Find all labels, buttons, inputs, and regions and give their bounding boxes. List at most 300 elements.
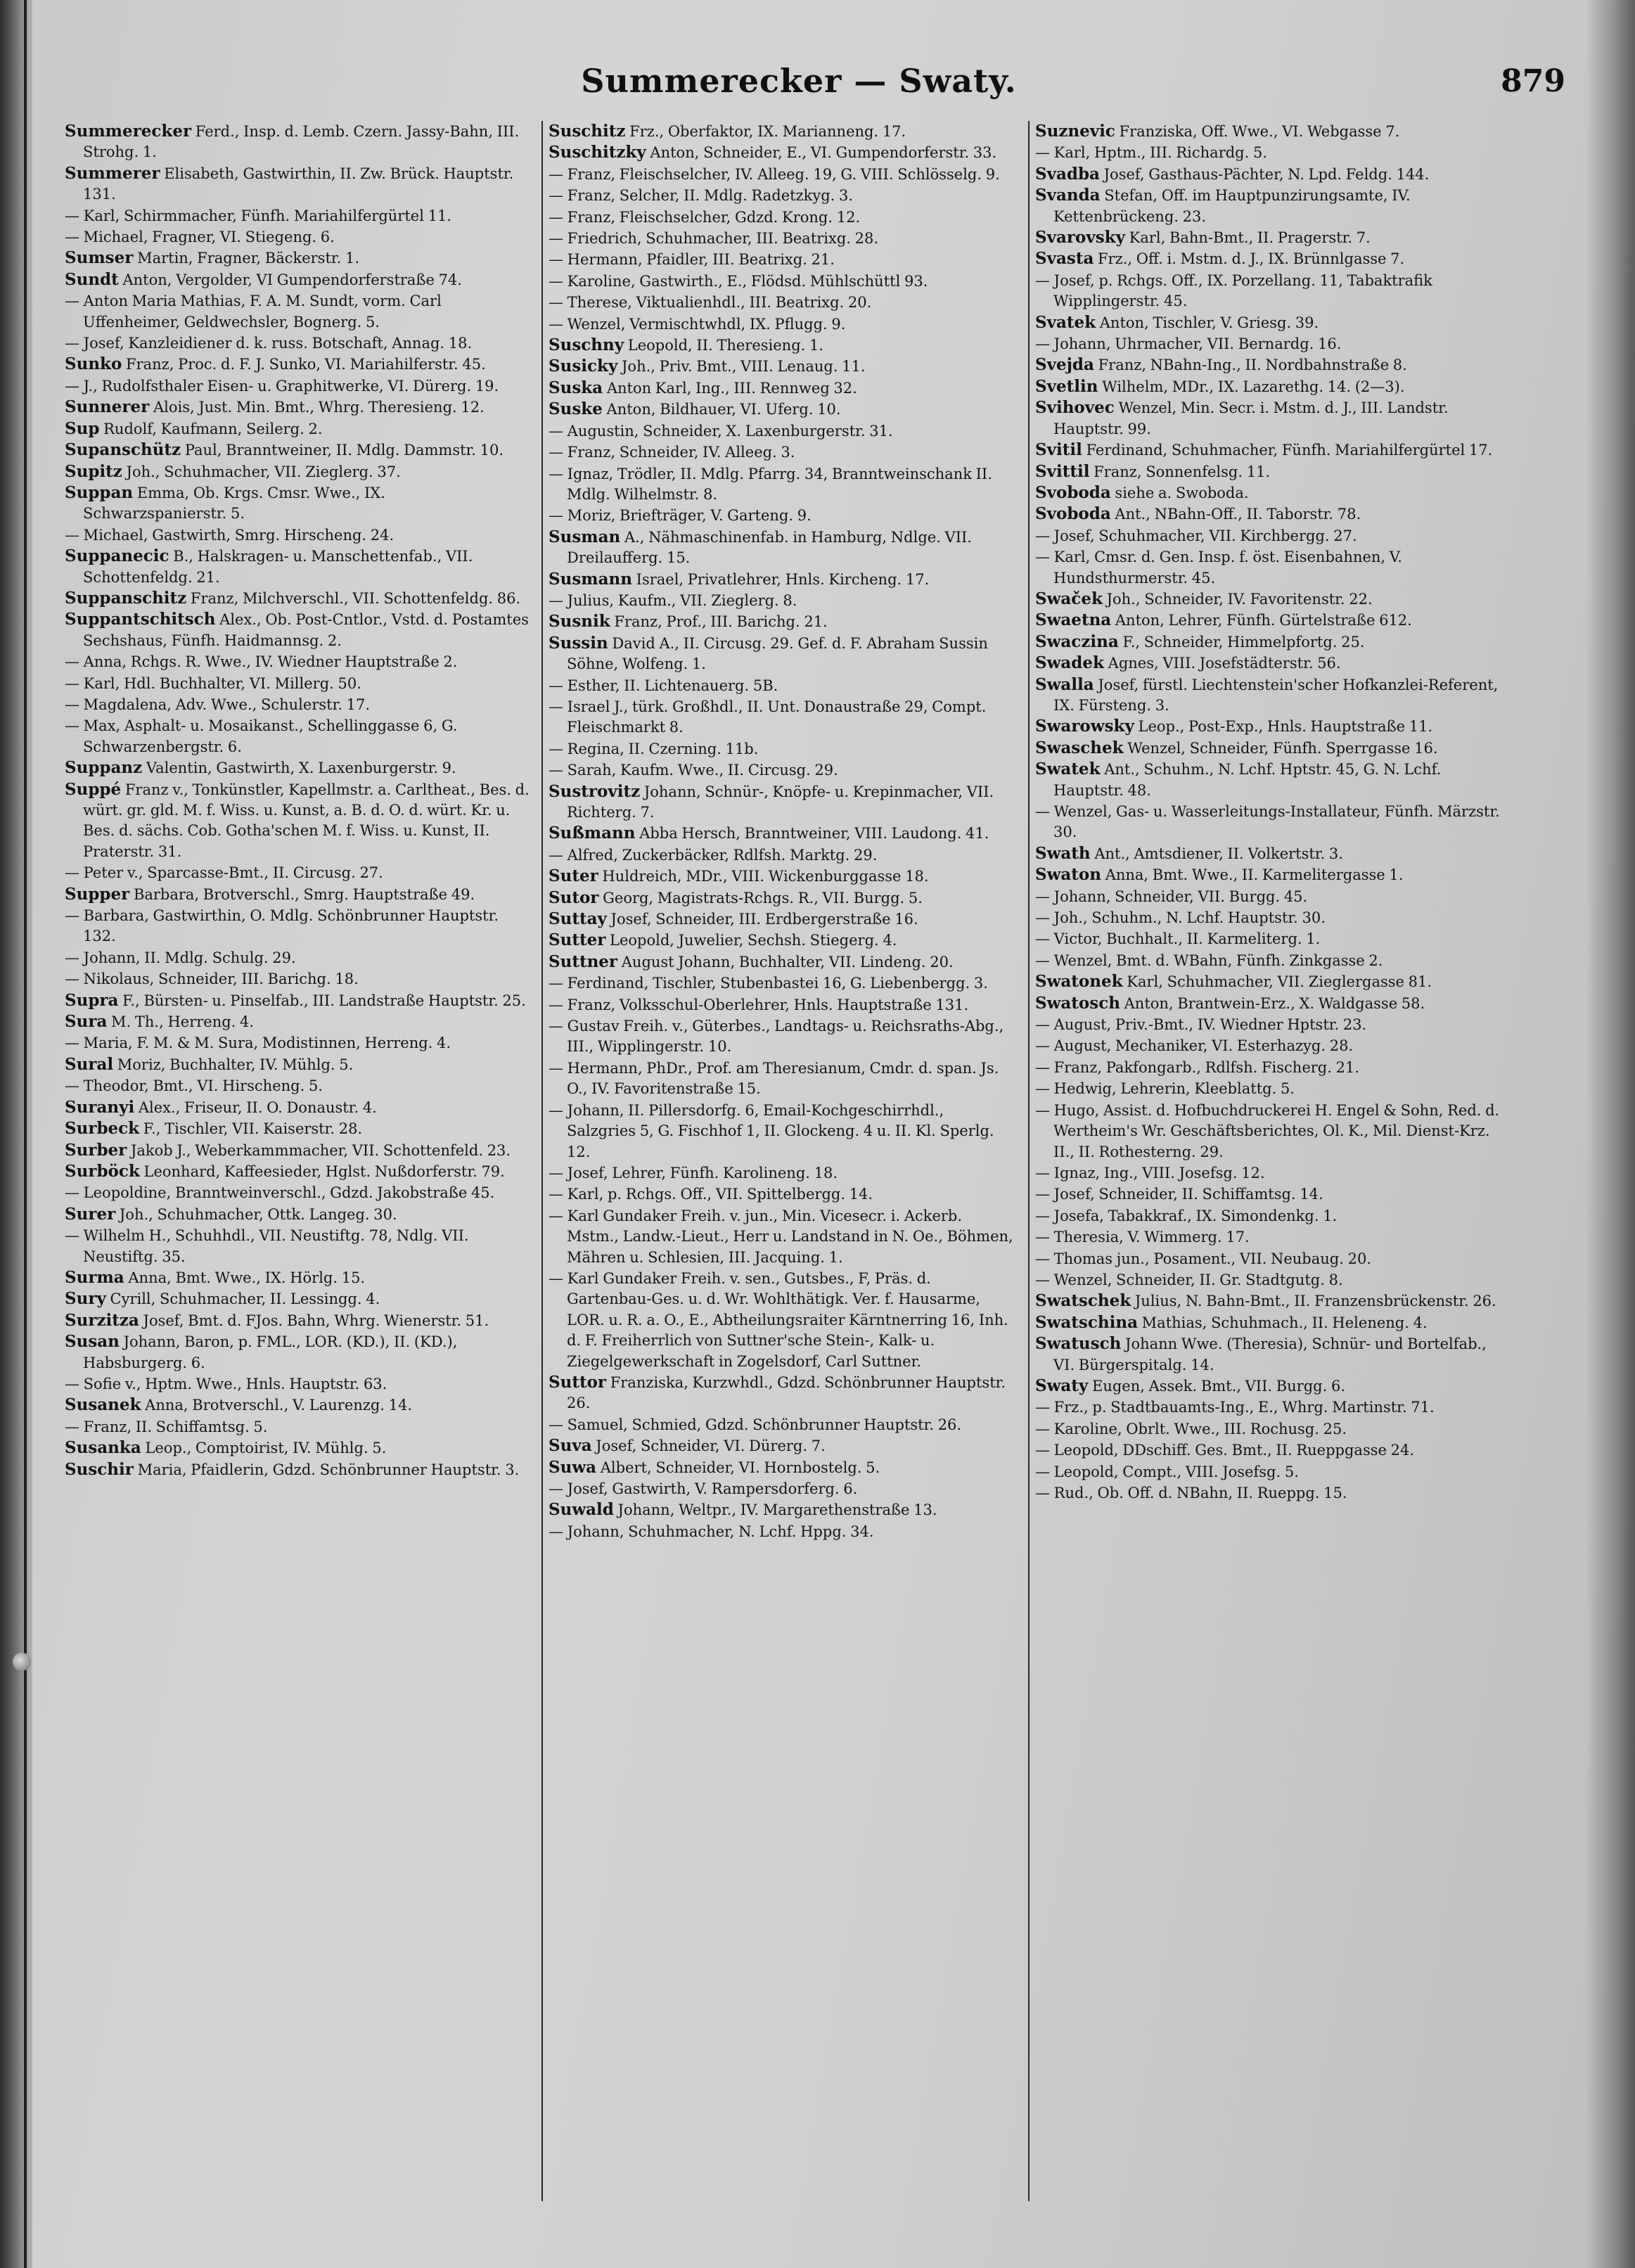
directory-entry (549, 930, 1015, 951)
entry-surname: Sunnerer (65, 397, 150, 417)
entry-details: Josef, Schneider, III. Erdbergerstraße 16. (610, 911, 918, 928)
entry-details: — Victor, Buchhalt., II. Karmeliterg. 1. (1035, 930, 1321, 948)
entry-surname: Swaton (1035, 865, 1101, 885)
entry-surname: Surbeck (65, 1119, 140, 1139)
entry-details: Ant., NBahn-Off., II. Taborstr. 78. (1115, 506, 1361, 523)
entry-details: — Theresia, V. Wimmerg. 17. (1035, 1229, 1250, 1246)
directory-entry (65, 905, 532, 947)
entry-details: Franz, Milchverschl., VII. Schottenfeldg. 86. (190, 589, 521, 607)
entry-surname: Suva (549, 1436, 592, 1456)
directory-entry (1035, 1440, 1502, 1461)
directory-entry (1035, 482, 1502, 504)
entry-surname: Swatusch (1035, 1334, 1122, 1354)
entry-details: — Sofie v., Hptm. Wwe., Hnls. Hauptstr. 63. (65, 1375, 387, 1392)
directory-entry (65, 205, 532, 226)
directory-entry (549, 185, 1015, 206)
entry-details: Stefan, Off. im Hauptpunzirungsamte, IV. Kettenbrückeng. 23. (1053, 187, 1411, 225)
directory-entry (65, 694, 532, 715)
directory-entry (65, 269, 532, 290)
directory-entry (65, 1310, 532, 1331)
directory-entry (549, 569, 1015, 590)
directory-entry (65, 990, 532, 1011)
entry-surname: Susman (549, 527, 621, 546)
entry-surname: Suppan (65, 482, 134, 502)
entry-details: Franz, Prof., III. Barichg. 21. (614, 613, 828, 631)
directory-entry (65, 226, 532, 248)
directory-entry (549, 1521, 1015, 1542)
entry-surname: Svoboda (1035, 482, 1111, 502)
directory-entry (65, 290, 532, 333)
entry-details: — Frz., p. Stadtbauamts-Ing., E., Whrg. Martinstr. 71. (1035, 1399, 1435, 1416)
entry-details: — Johann, Uhrmacher, VII. Bernardg. 16. (1035, 335, 1342, 353)
directory-entry (549, 1499, 1015, 1520)
entry-surname: Sutor (549, 888, 599, 907)
entry-surname: Svasta (1035, 249, 1094, 269)
directory-entry (65, 1395, 532, 1416)
entry-details: F., Tischler, VII. Kaiserstr. 28. (143, 1120, 363, 1138)
entry-details: — Anna, Rchgs. R. Wwe., IV. Wiedner Hauptstraße 2. (65, 653, 458, 671)
directory-entry (549, 1016, 1015, 1058)
entry-details: Johann Wwe. (Theresia), Schnür- und Bortelfab., VI. Bürgerspitalg. 14. (1053, 1335, 1487, 1373)
entry-details: — Johann, Schuhmacher, N. Lchf. Hppg. 34. (549, 1523, 874, 1540)
entry-details: Karl, Bahn-Bmt., II. Pragerstr. 7. (1129, 229, 1371, 247)
directory-entry (549, 760, 1015, 781)
entry-details: Albert, Schneider, VI. Hornbostelg. 5. (600, 1459, 880, 1476)
directory-entry (549, 505, 1015, 526)
entry-surname: Swatek (1035, 760, 1101, 779)
entry-details: — Theodor, Bmt., VI. Hirscheng. 5. (65, 1077, 323, 1095)
entry-details: — Michael, Fragner, VI. Stiegeng. 6. (65, 229, 335, 246)
entry-surname: Sussin (549, 633, 608, 653)
entry-surname: Sural (65, 1054, 114, 1074)
directory-entry (549, 292, 1015, 313)
directory-entry (549, 845, 1015, 866)
entry-details: Joh., Schneider, IV. Favoritenstr. 22. (1106, 590, 1373, 608)
directory-entry (549, 1435, 1015, 1456)
entry-details: — Franz, Fleischselcher, Gdzd. Krong. 12. (549, 208, 861, 226)
directory-entry (65, 1161, 532, 1182)
entry-details: Ferd., Insp. d. Lemb. Czern. Jassy-Bahn, III. Strohg. 1. (83, 123, 520, 161)
entry-details: — Nikolaus, Schneider, III. Barichg. 18. (65, 970, 359, 988)
directory-entry (549, 738, 1015, 760)
directory-entry (549, 1372, 1015, 1414)
entry-details: Valentin, Gastwirth, X. Laxenburgerstr. 9. (146, 760, 456, 777)
directory-entry (1035, 270, 1502, 312)
directory-entry (549, 356, 1015, 377)
entry-surname: Supanschütz (65, 440, 181, 460)
entry-details: — Sarah, Kaufm. Wwe., II. Circusg. 29. (549, 762, 838, 779)
entry-details: Anna, Brotverschl., V. Laurenzg. 14. (145, 1397, 413, 1414)
directory-entry (549, 633, 1015, 675)
directory-entry (549, 866, 1015, 887)
directory-entry (65, 1267, 532, 1288)
entry-details: Ant., Schuhm., N. Lchf. Hptstr. 45, G. N. Lchf. Hauptstr. 48. (1053, 761, 1442, 799)
entry-details: — Israel J., türk. Großhdl., II. Unt. Donaustraße 29, Compt. Fleischmarkt 8. (549, 698, 987, 736)
directory-entry (65, 1331, 532, 1373)
entry-details: — Ferdinand, Tischler, Stubenbastei 16, G. Liebenbergg. 3. (549, 975, 988, 992)
entry-surname: Svihovec (1035, 398, 1115, 418)
entry-details: Israel, Privatlehrer, Hnls. Kircheng. 17. (636, 570, 930, 588)
entry-details: — Franz, Schneider, IV. Alleeg. 3. (549, 444, 795, 461)
directory-entry (1035, 1100, 1502, 1162)
entry-surname: Swalla (1035, 674, 1094, 694)
directory-entry (65, 482, 532, 525)
entry-details: — Karl Gundaker Freih. v. jun., Min. Vicesecr. i. Ackerb. Mstm., Landw.-Lieut., Herr u. Landstand in N. Oe., Böhmen, Mähren u. Schlesien, III. Jacquing. 1. (549, 1207, 1013, 1266)
directory-entry (1035, 653, 1502, 674)
page-binding-edge (0, 0, 32, 2268)
entry-surname: Suschny (549, 335, 624, 355)
directory-entry (65, 673, 532, 694)
directory-entry (1035, 440, 1502, 461)
directory-entry (1035, 354, 1502, 376)
entry-details: — Augustin, Schneider, X. Laxenburgerstr. 31. (549, 422, 893, 440)
entry-details: Ferdinand, Schuhmacher, Fünfh. Mariahilfergürtel 17. (1086, 442, 1493, 459)
directory-entry (549, 994, 1015, 1016)
entry-details: Joh., Schuhmacher, Ottk. Langeg. 30. (119, 1205, 397, 1223)
directory-entry (1035, 185, 1502, 227)
entry-details: — Franz, II. Schiffamtsg. 5. (65, 1418, 268, 1435)
directory-entry (1035, 1248, 1502, 1269)
directory-entry (549, 1162, 1015, 1184)
directory-entry (549, 1478, 1015, 1499)
directory-entry (1035, 1035, 1502, 1056)
entry-details: — Joh., Schuhm., N. Lchf. Hauptstr. 30. (1035, 909, 1326, 927)
entry-surname: Swatonek (1035, 972, 1123, 992)
entry-details: Ant., Amtsdiener, II. Volkertstr. 3. (1094, 845, 1343, 862)
directory-entry (65, 757, 532, 779)
directory-entry (65, 1459, 532, 1480)
entry-details: Alex., Friseur, II. O. Donaustr. 4. (138, 1098, 377, 1116)
column-divider (1028, 121, 1030, 2201)
directory-entry (1035, 164, 1502, 185)
entry-details: — Alfred, Zuckerbäcker, Rdlfsh. Marktg. 29. (549, 846, 878, 864)
directory-entry (1035, 610, 1502, 631)
directory-entry (65, 715, 532, 757)
directory-entry (65, 397, 532, 418)
entry-details: — Wilhelm H., Schuhhdl., VII. Neustiftg. 78, Ndlg. VII. Neustiftg. 35. (65, 1227, 469, 1265)
directory-entry (1035, 1078, 1502, 1099)
directory-entry (1035, 928, 1502, 949)
directory-entry (1035, 950, 1502, 971)
entry-list (1035, 121, 1502, 1504)
directory-entry (65, 609, 532, 651)
directory-entry (1035, 227, 1502, 248)
directory-entry (549, 590, 1015, 611)
directory-entry (1035, 504, 1502, 525)
directory-entry (1035, 1014, 1502, 1035)
entry-details: Joh., Priv. Bmt., VIII. Lenaug. 11. (622, 358, 866, 376)
entry-surname: Surzitza (65, 1310, 139, 1330)
entry-details: Anton, Vergolder, VI Gumpendorferstraße 74. (122, 271, 462, 288)
directory-entry (1035, 801, 1502, 843)
entry-details: — Thomas jun., Posament., VII. Neubaug. 20. (1035, 1250, 1371, 1267)
entry-surname: Svadba (1035, 164, 1100, 184)
entry-details: — Franz, Fleischselcher, IV. Alleeg. 19, G. VIII. Schlösselg. 9. (549, 165, 1000, 183)
directory-entry (1035, 1482, 1502, 1504)
entry-surname: Suranyi (65, 1097, 135, 1117)
entry-details: — Wenzel, Schneider, II. Gr. Stadtgutg. 8. (1035, 1271, 1343, 1288)
directory-entry (549, 952, 1015, 973)
entry-details: — August, Mechaniker, VI. Esterhazyg. 28. (1035, 1037, 1354, 1055)
entry-surname: Suznevic (1035, 122, 1115, 141)
entry-details: Georg, Magistrats-Rchgs. R., VII. Burgg. 5. (603, 889, 923, 906)
entry-details: — Hedwig, Lehrerin, Kleeblattg. 5. (1035, 1080, 1295, 1098)
entry-details: — Wenzel, Vermischtwhdl, IX. Pflugg. 9. (549, 315, 846, 333)
directory-entry (549, 142, 1015, 163)
entry-surname: Svetlin (1035, 376, 1098, 396)
directory-entry (549, 611, 1015, 632)
entry-surname: Suttner (549, 952, 618, 971)
directory-entry (65, 1288, 532, 1309)
entry-surname: Swaty (1035, 1376, 1089, 1395)
entry-surname: Sutter (549, 930, 606, 950)
entry-details: Franz, Proc. d. F. J. Sunko, VI. Mariahilferstr. 45. (126, 356, 486, 373)
entry-surname: Svarovsky (1035, 228, 1125, 248)
entry-details: — Magdalena, Adv. Wwe., Schulerstr. 17. (65, 696, 371, 713)
directory-entry (65, 248, 532, 269)
entry-details: Alex., Ob. Post-Cntlor., Vstd. d. Postamtes Sechshaus, Fünfh. Haidmannsg. 2. (83, 611, 529, 649)
entry-surname: Suppantschitsch (65, 610, 216, 629)
entry-details: Franz, NBahn-Ing., II. Nordbahnstraße 8. (1098, 357, 1407, 374)
entry-details: Anna, Bmt. Wwe., II. Karmelitergasse 1. (1105, 866, 1404, 884)
entry-details: — Peter v., Sparcasse-Bmt., II. Circusg. 27. (65, 864, 383, 882)
entry-details: — Karoline, Gastwirth., E., Flödsd. Mühlschüttl 93. (549, 272, 928, 290)
entry-details: — Max, Asphalt- u. Mosaikanst., Schellinggasse 6, G. Schwarzenbergstr. 6. (65, 717, 458, 755)
directory-entry (65, 1225, 532, 1267)
directory-entry (549, 888, 1015, 909)
entry-details: Eugen, Assek. Bmt., VII. Burgg. 6. (1092, 1377, 1346, 1395)
entry-surname: Suske (549, 399, 603, 419)
entry-details: — Johann, Schneider, VII. Burgg. 45. (1035, 888, 1308, 905)
directory-entry (549, 1414, 1015, 1435)
entry-surname: Svatek (1035, 312, 1096, 332)
entry-details: Wenzel, Min. Secr. i. Mstm. d. J., III. Landstr. Hauptstr. 99. (1053, 399, 1449, 437)
entry-details: Josef, Bmt. d. FJos. Bahn, Whrg. Wienerstr. 51. (143, 1312, 489, 1329)
entry-details: — Johann, II. Pillersdorfg. 6, Email-Kochgeschirrhdl., Salzgries 5, G. Fischhof 1, II. Glockeng. 4 u. II. Kl. Sperlg. 12. (549, 1101, 994, 1160)
entry-details: Elisabeth, Gastwirthin, II. Zw. Brück. Hauptstr. 131. (83, 165, 514, 203)
entry-details: — Hermann, PhDr., Prof. am Theresianum, Cmdr. d. span. Js. O., IV. Favoritenstraße 15. (549, 1059, 999, 1098)
directory-entry (549, 249, 1015, 270)
directory-entry (65, 1075, 532, 1096)
directory-entry (1035, 759, 1502, 801)
directory-entry (65, 1032, 532, 1053)
entry-surname: Sundt (65, 269, 119, 289)
directory-entry (1035, 1333, 1502, 1376)
directory-entry (65, 968, 532, 989)
column-2 (549, 121, 1015, 2203)
column-1 (65, 121, 532, 2203)
entry-surname: Swaczina (1035, 632, 1119, 651)
directory-entry (549, 335, 1015, 356)
entry-details: — Karl, Schirmmacher, Fünfh. Mariahilfergürtel 11. (65, 207, 451, 224)
entry-details: Leop., Post-Exp., Hnls. Hauptstraße 11. (1138, 718, 1433, 736)
entry-surname: Suppanecic (65, 546, 169, 566)
entry-surname: Sura (65, 1012, 108, 1032)
directory-entry (65, 461, 532, 482)
directory-entry (1035, 589, 1502, 610)
entry-details: — Gustav Freih. v., Güterbes., Landtags- u. Reichsraths-Abg., III., Wipplingerstr. 10. (549, 1018, 1004, 1056)
directory-entry (1035, 1057, 1502, 1078)
directory-entry (1035, 1226, 1502, 1248)
entry-surname: Susicky (549, 357, 618, 376)
directory-entry (1035, 864, 1502, 885)
entry-surname: Suschir (65, 1459, 134, 1479)
directory-entry (1035, 716, 1502, 737)
entry-details: Franziska, Off. Wwe., VI. Webgasse 7. (1119, 123, 1400, 140)
entry-details: Anton, Brantwein-Erz., X. Waldgasse 58. (1124, 994, 1425, 1012)
entry-details: Anton, Lehrer, Fünfh. Gürtelstraße 612. (1115, 612, 1412, 629)
directory-entry (65, 651, 532, 672)
directory-entry (1035, 1269, 1502, 1290)
entry-details: Huldreich, MDr., VIII. Wickenburggasse 18. (602, 868, 929, 885)
entry-details: F., Bürsten- u. Pinselfab., III. Landstraße Hauptstr. 25. (122, 992, 526, 1009)
directory-entry (1035, 1205, 1502, 1226)
entry-details: B., Halskragen- u. Manschettenfab., VII. Schottenfeldg. 21. (83, 548, 473, 586)
directory-entry (65, 546, 532, 588)
entry-details: — Friedrich, Schuhmacher, III. Beatrixg. 28. (549, 230, 879, 248)
entry-details: Maria, Pfaidlerin, Gdzd. Schönbrunner Hauptstr. 3. (137, 1461, 520, 1478)
directory-entry (1035, 1290, 1502, 1312)
directory-entry (65, 779, 532, 863)
entry-details: — Rud., Ob. Off. d. NBahn, II. Rueppg. 15. (1035, 1485, 1347, 1501)
directory-entry (65, 418, 532, 440)
directory-entry (65, 1054, 532, 1075)
entry-details: Johann, Schnür-, Knöpfe- u. Krepinmacher, VII. Richterg. 7. (567, 783, 994, 821)
binding-line (24, 0, 27, 2268)
entry-surname: Svejda (1035, 355, 1094, 375)
entry-details: Alois, Just. Min. Bmt., Whrg. Theresieng. 12. (153, 399, 485, 416)
directory-entry (549, 271, 1015, 292)
directory-entry (549, 421, 1015, 442)
directory-entry (549, 378, 1015, 399)
entry-details: Mathias, Schuhmach., II. Heleneng. 4. (1141, 1314, 1428, 1331)
entry-surname: Suwa (549, 1457, 597, 1477)
entry-details: — Maria, F. M. & M. Sura, Modistinnen, Herreng. 4. (65, 1034, 451, 1052)
entry-details: — Moriz, Briefträger, V. Garteng. 9. (549, 507, 812, 525)
directory-entry (549, 1205, 1015, 1268)
entry-details: Karl, Schuhmacher, VII. Zieglergasse 81. (1127, 973, 1432, 991)
directory-entry (549, 399, 1015, 420)
entry-surname: Suttay (549, 909, 607, 929)
entry-details: — Barbara, Gastwirthin, O. Mdlg. Schönbrunner Hauptstr. 132. (65, 907, 499, 945)
directory-entry (1035, 121, 1502, 142)
entry-details: Josef, fürstl. Liechtenstein'scher Hofkanzlei-Referent, IX. Fürsteng. 3. (1053, 676, 1499, 714)
directory-entry (1035, 1376, 1502, 1397)
entry-details: Leop., Comptoirist, IV. Mühlg. 5. (145, 1440, 387, 1457)
directory-entry (1035, 1418, 1502, 1440)
directory-entry (549, 121, 1015, 142)
entry-details: — Josef, Schneider, II. Schiffamtsg. 14. (1035, 1186, 1323, 1203)
directory-entry (1035, 1162, 1502, 1184)
directory-entry (549, 1100, 1015, 1162)
entry-surname: Suschitz (549, 122, 626, 141)
entry-surname: Supper (65, 884, 130, 904)
entry-details: Martin, Fragner, Bäckerstr. 1. (137, 250, 359, 267)
entry-list (65, 121, 532, 1480)
entry-details: — Julius, Kaufm., VII. Zieglerg. 8. (549, 591, 797, 609)
entry-details: Jakob J., Weberkammmacher, VII. Schottenfeld. 23. (130, 1141, 511, 1159)
entry-surname: Surböck (65, 1161, 140, 1181)
entry-details: — Wenzel, Gas- u. Wasserleitungs-Installateur, Fünfh. Märzstr. 30. (1035, 803, 1500, 841)
entry-surname: Susnik (549, 612, 610, 632)
entry-details: — Karoline, Obrlt. Wwe., III. Rochusg. 25. (1035, 1420, 1347, 1437)
directory-entry (65, 354, 532, 375)
entry-surname: Susanka (65, 1438, 141, 1458)
entry-details: — Leopold, DDschiff. Ges. Bmt., II. Rueppgasse 24. (1035, 1442, 1415, 1459)
directory-entry (65, 1140, 532, 1161)
entry-surname: Surma (65, 1267, 124, 1287)
entry-surname: Sury (65, 1289, 106, 1309)
entry-details: Franz v., Tonkünstler, Kapellmstr. a. Carltheat., Bes. d. würt. gr. gld. M. f. Wiss. u. Kunst, a. B. d. O. d. würt. Kr. u. Bes. d. sächs. Cob. Gotha'schen M. f. Wiss. u. Kunst, II. Praterstr. 31. (83, 781, 530, 860)
entry-details: — Johann, II. Mdlg. Schulg. 29. (65, 949, 296, 966)
entry-details: — Franz, Volksschul-Oberlehrer, Hnls. Hauptstraße 131. (549, 996, 969, 1013)
directory-entry (1035, 546, 1502, 589)
directory-entry (1035, 525, 1502, 546)
entry-surname: Svanda (1035, 186, 1101, 205)
entry-details: Frz., Off. i. Mstm. d. J., IX. Brünnlgasse 7. (1098, 250, 1405, 268)
entry-surname: Swatschek (1035, 1291, 1131, 1311)
binding-ring-icon (13, 1653, 31, 1671)
page-shadow-edge (1586, 0, 1635, 2268)
entry-surname: Suter (549, 866, 598, 886)
column-divider (541, 121, 543, 2201)
directory-entry (549, 527, 1015, 569)
entry-details: F., Schneider, Himmelpfortg. 25. (1122, 633, 1365, 651)
entry-surname: Swaetna (1035, 610, 1112, 630)
entry-details: Anton, Bildhauer, VI. Uferg. 10. (606, 401, 841, 418)
directory-entry (65, 1373, 532, 1395)
entry-surname: Swatosch (1035, 993, 1120, 1013)
entry-surname: Surber (65, 1140, 127, 1160)
entry-surname: Suppanz (65, 758, 143, 778)
entry-surname: Svittil (1035, 461, 1090, 481)
entry-details: August Johann, Buchhalter, VII. Lindeng. 20. (621, 953, 954, 970)
directory-entry (549, 1184, 1015, 1205)
entry-details: M. Th., Herreng. 4. (111, 1013, 255, 1031)
directory-entry (65, 376, 532, 397)
directory-entry (65, 1097, 532, 1118)
entry-surname: Susan (65, 1332, 120, 1352)
directory-entry (65, 588, 532, 609)
entry-surname: Suttor (549, 1372, 607, 1392)
directory-entry (549, 675, 1015, 696)
directory-entry (549, 781, 1015, 824)
directory-entry (1035, 1184, 1502, 1205)
entry-surname: Swaček (1035, 589, 1103, 608)
entry-details: — J., Rudolfsthaler Eisen- u. Graphitwerke, VI. Dürerg. 19. (65, 377, 499, 395)
entry-details: — Hermann, Pfaidler, III. Beatrixg. 21. (549, 251, 835, 269)
entry-surname: Svitil (1035, 440, 1082, 460)
entry-surname: Swaschek (1035, 738, 1124, 757)
entry-surname: Suppanschitz (65, 588, 187, 608)
directory-entry (1035, 397, 1502, 440)
entry-details: — Franz, Pakfongarb., Rdlfsh. Fischerg. 21. (1035, 1058, 1359, 1076)
directory-entry (1035, 142, 1502, 163)
page-title: Summerecker — Swaty. (581, 62, 1017, 100)
entry-details: — Anton Maria Mathias, F. A. M. Sundt, vorm. Carl Uffenheimer, Geldwechsler, Bognerg. 5. (65, 293, 442, 331)
directory-entry (549, 823, 1015, 844)
entry-surname: Sup (65, 418, 100, 438)
entry-details: Johann, Weltpr., IV. Margarethenstraße 13. (617, 1501, 937, 1519)
entry-surname: Supra (65, 990, 119, 1010)
entry-details: — Leopoldine, Branntweinverschl., Gdzd. Jakobstraße 45. (65, 1184, 495, 1202)
directory-entry (1035, 843, 1502, 864)
directory-entry (549, 463, 1015, 506)
entry-surname: Suwald (549, 1500, 614, 1520)
directory-entry (65, 862, 532, 883)
directory-entry (1035, 1461, 1502, 1482)
entry-details: — Karl Gundaker Freih. v. sen., Gutsbes., F, Präs. d. Gartenbau-Ges. u. d. Wr. Wohlthätigk. Ver. f. Hausarme, LOR. u. R. a. O., E., Abtheilungsraiter Kärntnerring 16, Inh. d. F. Freiherrlich von Suttner'sche Stein-, Kalk- u. Ziegelgewerkschaft in Zogelsdorf, Carl Suttner. (549, 1269, 1008, 1370)
